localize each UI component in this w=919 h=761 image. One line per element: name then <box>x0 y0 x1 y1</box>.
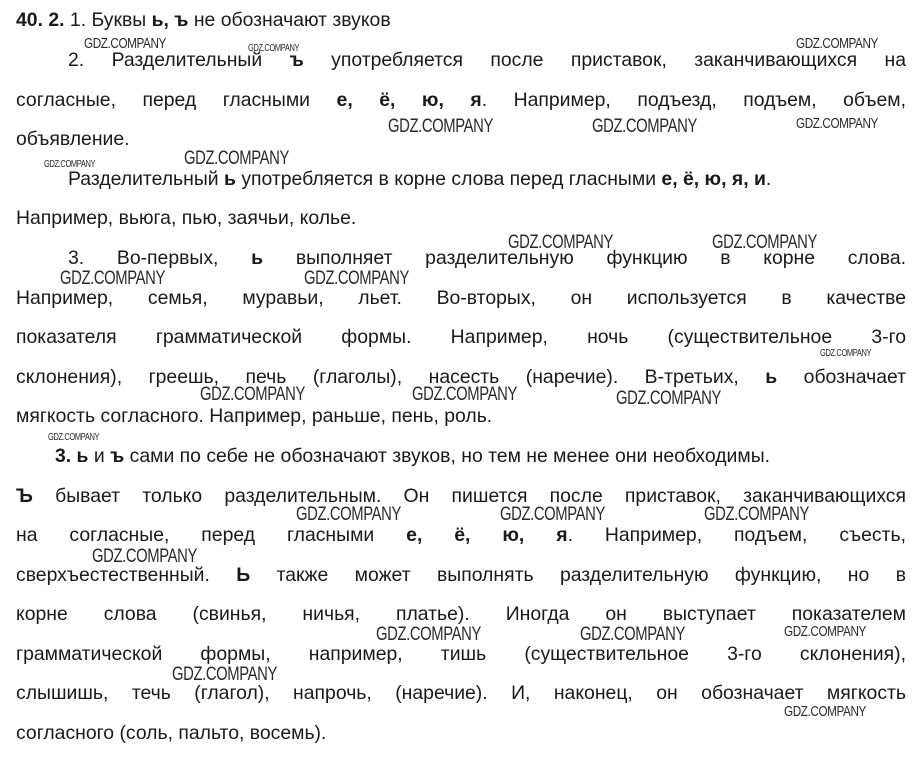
p4-l3-vowels: е, ё, ю, я <box>406 524 568 546</box>
watermark: GDZ.COMPANY <box>376 624 481 645</box>
p3-l1-a: 3. Во-первых, <box>68 247 219 269</box>
p2b-line-1 <box>68 167 906 191</box>
p4-l3-a: на согласные, перед гласными <box>16 524 375 546</box>
watermark: GDZ.COMPANY <box>508 232 613 253</box>
watermark: GDZ.COMPANY <box>184 148 289 169</box>
p4-l4-a: сверхъестественный. <box>16 564 210 586</box>
watermark: GDZ.COMPANY <box>784 623 866 640</box>
watermark: GDZ.COMPANY <box>44 159 96 170</box>
p2-line-1 <box>68 48 906 72</box>
p3-l4-soft-sign: ь <box>765 366 778 388</box>
p3-line-4 <box>16 365 906 389</box>
p4-line-3 <box>16 523 906 547</box>
p4-line-6: грамматической формы, например, тишь (существительное 3-го склонения), <box>16 643 906 665</box>
watermark: GDZ.COMPANY <box>616 388 721 409</box>
item-1-number: 1. <box>69 9 87 31</box>
watermark: GDZ.COMPANY <box>388 116 493 137</box>
p2b-l1-vowels: е, ё, ю, я, и <box>661 168 766 190</box>
watermark: GDZ.COMPANY <box>84 35 166 52</box>
watermark: GDZ.COMPANY <box>304 268 409 289</box>
p3-line-5: мягкость согласного. Например, раньше, пень, роль. <box>16 405 493 427</box>
p4-l1-hard-sign: ъ <box>110 445 125 467</box>
p2-l1-c: употребляется после приставок, заканчивающихся на <box>331 49 906 71</box>
item-1-letters: ь, ъ <box>151 9 189 31</box>
exercise-heading <box>16 8 906 32</box>
p2-l1-a: 2. Разделительный <box>68 49 263 71</box>
watermark: GDZ.COMPANY <box>580 624 685 645</box>
p2-line-3: объявление. <box>16 128 130 150</box>
p2-l2-c: . Например, подъезд, подъем, объем, <box>481 89 906 111</box>
p4-l4-soft-sign: Ь <box>236 564 251 586</box>
p2b-l1-a: Разделительный <box>68 168 219 190</box>
watermark: GDZ.COMPANY <box>200 384 305 405</box>
p2b-l1-c: употребляется в корне слова перед гласными <box>241 168 657 190</box>
p4-line-5: корне слова (свинья, ничья, платье). Иногда он выступает показателем <box>16 603 906 625</box>
p3-l1-c: выполняет разделительную функцию в корне слова. <box>295 247 907 269</box>
p4-line-8: согласного (соль, пальто, восемь). <box>16 722 327 744</box>
p3-line-2: Например, семья, муравьи, льет. Во-вторых, он используется в качестве <box>16 287 906 309</box>
watermark: GDZ.COMPANY <box>784 703 866 720</box>
p3-line-1 <box>68 246 906 270</box>
p2b-line-2: Например, вьюга, пью, заячьи, колье. <box>16 207 357 229</box>
p2b-l1-soft-sign: ь <box>224 168 236 190</box>
p4-l3-c: . Например, подъем, съесть, <box>567 524 906 546</box>
p2-line-2 <box>16 88 906 112</box>
watermark: GDZ.COMPANY <box>412 384 517 405</box>
watermark: GDZ.COMPANY <box>712 232 817 253</box>
p4-line-4 <box>16 563 906 587</box>
watermark: GDZ.COMPANY <box>592 116 697 137</box>
watermark: GDZ.COMPANY <box>500 504 605 525</box>
p2-l2-a: согласные, перед гласными <box>16 89 310 111</box>
watermark: GDZ.COMPANY <box>60 268 165 289</box>
p2-l1-hard-sign: ъ <box>289 49 304 71</box>
p2-l2-vowels: е, ё, ю, я <box>336 89 482 111</box>
watermark: GDZ.COMPANY <box>48 432 100 443</box>
watermark: GDZ.COMPANY <box>820 348 872 359</box>
p4-l1-b: и <box>93 445 105 467</box>
watermark: GDZ.COMPANY <box>248 43 300 54</box>
p4-l4-c: также может выполнять разделительную функцию, но в <box>276 564 906 586</box>
p4-line-7: слышишь, течь (глагол), напрочь, (наречие). И, наконец, он обозначает мягкость <box>16 682 906 704</box>
p3-l1-soft-sign: ь <box>251 247 264 269</box>
p4-line-2 <box>16 484 906 508</box>
watermark: GDZ.COMPANY <box>92 546 197 567</box>
p4-l1-a: 3. ь <box>55 445 89 467</box>
watermark: GDZ.COMPANY <box>296 504 401 525</box>
watermark: GDZ.COMPANY <box>172 664 277 685</box>
p2b-l1-dot: . <box>765 168 772 190</box>
exercise-number: 40. 2. <box>16 9 65 31</box>
item-1-text-b: не обозначают звуков <box>193 9 391 31</box>
watermark: GDZ.COMPANY <box>704 504 809 525</box>
watermark: GDZ.COMPANY <box>796 35 878 52</box>
p4-l2-hard-sign: Ъ <box>16 485 33 507</box>
p4-l1-d: сами по себе не обозначают звуков, но тем не менее они необходимы. <box>129 445 771 467</box>
item-1-text-a: Буквы <box>91 9 147 31</box>
p3-line-3: показателя грамматической формы. Например, ночь (существительное 3-го <box>16 326 906 348</box>
p3-l4-a: склонения), греешь, печь (глаголы), насесть (наречие). В-третьих, <box>16 366 739 388</box>
p4-line-1 <box>55 444 906 468</box>
watermark: GDZ.COMPANY <box>796 115 878 132</box>
p4-l2-b: бывает только разделительным. Он пишется после приставок, заканчивающихся <box>55 485 907 507</box>
p3-l4-c: обозначает <box>803 366 906 388</box>
